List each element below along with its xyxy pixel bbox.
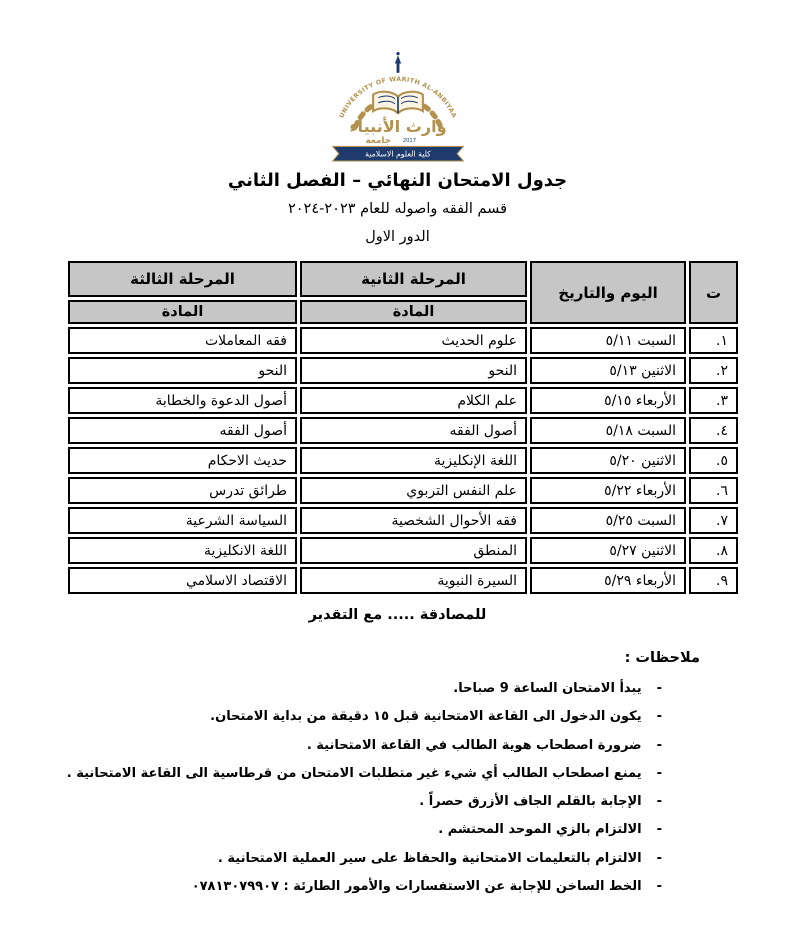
row-date: الاثنين ٥/١٣ xyxy=(530,357,686,384)
row-stage3-subject: الاقتصاد الاسلامي xyxy=(68,567,297,594)
row-number: ٧. xyxy=(689,507,738,534)
row-stage3-subject: فقه المعاملات xyxy=(68,327,297,354)
row-stage3-subject: السياسة الشرعية xyxy=(68,507,297,534)
row-stage3-subject: اللغة الانكليزية xyxy=(68,537,297,564)
row-stage3-subject: النحو xyxy=(68,357,297,384)
logo-minaret-icon xyxy=(394,52,400,73)
row-stage2-subject: علم النفس التربوي xyxy=(300,477,527,504)
note-text: الإجابة بالقلم الجاف الأزرق حصراً . xyxy=(419,794,642,809)
row-date: الأربعاء ٥/٢٢ xyxy=(530,477,686,504)
header-stage3: المرحلة الثالثة xyxy=(68,261,297,297)
table-row xyxy=(68,387,738,414)
note-dash: - xyxy=(656,822,662,838)
logo-book-icon xyxy=(373,92,423,114)
note-item xyxy=(0,738,700,754)
logo-ribbon xyxy=(332,146,463,161)
note-text: الالتزام بالتعليمات الامتحانية والحفاظ على سير العملية الامتحانية . xyxy=(217,850,642,866)
exam-schedule-table xyxy=(65,258,741,597)
note-item xyxy=(0,766,700,782)
row-stage2-subject: السيرة النبوية xyxy=(300,567,527,594)
note-dash: - xyxy=(656,681,662,696)
note-dash: - xyxy=(656,794,662,809)
row-stage2-subject: علوم الحديث xyxy=(300,327,527,354)
note-text: ضرورة اصطحاب هوية الطالب في القاعة الامتحانية . xyxy=(306,737,642,753)
row-date: الاثنين ٥/٢٧ xyxy=(530,537,686,564)
row-number: ٥. xyxy=(689,447,738,474)
table-row xyxy=(68,327,738,354)
row-number: ٢. xyxy=(689,357,738,384)
note-item xyxy=(0,709,700,725)
row-stage2-subject: اللغة الإنكليزية xyxy=(300,447,527,474)
note-item xyxy=(0,822,700,838)
row-date: السبت ٥/٢٥ xyxy=(530,507,686,534)
header-stage2-subject: المادة xyxy=(300,300,527,324)
row-number: ٦. xyxy=(689,477,738,504)
table-row xyxy=(68,507,738,534)
row-date: الاثنين ٥/٢٠ xyxy=(530,447,686,474)
logo-container xyxy=(0,0,795,162)
row-stage3-subject: طرائق تدرس xyxy=(68,477,297,504)
approval-line: للمصادقة ..... مع التقدير xyxy=(308,607,487,623)
row-stage2-subject: أصول الفقه xyxy=(300,417,527,444)
row-stage3-subject: أصول الدعوة والخطابة xyxy=(68,387,297,414)
logo-university-word: جامعة xyxy=(365,135,391,146)
note-dash: - xyxy=(656,737,662,753)
row-date: الأربعاء ٥/٢٩ xyxy=(530,567,686,594)
header-stage2: المرحلة الثانية xyxy=(300,261,527,297)
note-dash: - xyxy=(656,765,662,781)
row-number: ٩. xyxy=(689,567,738,594)
logo-ribbon-text: كلية العلوم الاسلامية xyxy=(364,149,431,159)
note-dash: - xyxy=(656,878,662,894)
logo-english-name: UNIVERSITY OF WARITH AL-ANBIYAA xyxy=(337,76,458,120)
note-text: يمنع اصطحاب الطالب أي شيء غير متطلبات الامتحان من قرطاسية الى القاعة الامتحانية . xyxy=(66,765,642,781)
table-row xyxy=(68,477,738,504)
logo-calligraphy: وارث الأنبياء xyxy=(348,116,447,136)
note-item xyxy=(0,879,700,895)
page-subtitle: قسم الفقه واصوله للعام ٢٠٢٣-٢٠٢٤ xyxy=(287,201,508,217)
header-day-date: اليوم والتاريخ xyxy=(530,261,686,324)
row-date: السبت ٥/١١ xyxy=(530,327,686,354)
row-stage2-subject: المنطق xyxy=(300,537,527,564)
university-logo xyxy=(314,50,482,162)
row-stage2-subject: علم الكلام xyxy=(300,387,527,414)
note-item xyxy=(0,851,700,867)
row-number: ٣. xyxy=(689,387,738,414)
logo-est-year: 2017 xyxy=(402,137,416,144)
row-date: السبت ٥/١٨ xyxy=(530,417,686,444)
note-text: الالتزام بالزي الموحد المحتشم . xyxy=(438,822,642,838)
header-stage3-subject: المادة xyxy=(68,300,297,324)
note-text: يبدأ الامتحان الساعة 9 صباحا. xyxy=(453,681,642,696)
row-number: ٤. xyxy=(689,417,738,444)
table-row xyxy=(68,567,738,594)
row-stage3-subject: حديث الاحكام xyxy=(68,447,297,474)
row-stage3-subject: أصول الفقه xyxy=(68,417,297,444)
table-row xyxy=(68,447,738,474)
notes-heading: ملاحظات : xyxy=(624,650,700,666)
header-index: ت xyxy=(689,261,738,324)
row-stage2-subject: فقه الأحوال الشخصية xyxy=(300,507,527,534)
table-row xyxy=(68,537,738,564)
notes-section xyxy=(0,650,700,895)
note-item xyxy=(0,681,700,697)
table-row xyxy=(68,417,738,444)
row-number: ١. xyxy=(689,327,738,354)
row-number: ٨. xyxy=(689,537,738,564)
table-row xyxy=(68,357,738,384)
row-date: الأربعاء ٥/١٥ xyxy=(530,387,686,414)
page-title: جدول الامتحان النهائي – الفصل الثاني xyxy=(227,170,568,191)
note-text: الخط الساخن للإجابة عن الاستفسارات والأمور الطارئة : ٠٧٨١٣٠٧٩٩٠٧ xyxy=(191,878,642,894)
exam-round-label: الدور الاول xyxy=(365,229,430,245)
note-dash: - xyxy=(656,709,662,725)
note-dash: - xyxy=(656,850,662,866)
note-item xyxy=(0,794,700,810)
row-stage2-subject: النحو xyxy=(300,357,527,384)
note-text: يكون الدخول الى القاعة الامتحانية قبل ١٥ دقيقة من بداية الامتحان. xyxy=(210,709,642,725)
